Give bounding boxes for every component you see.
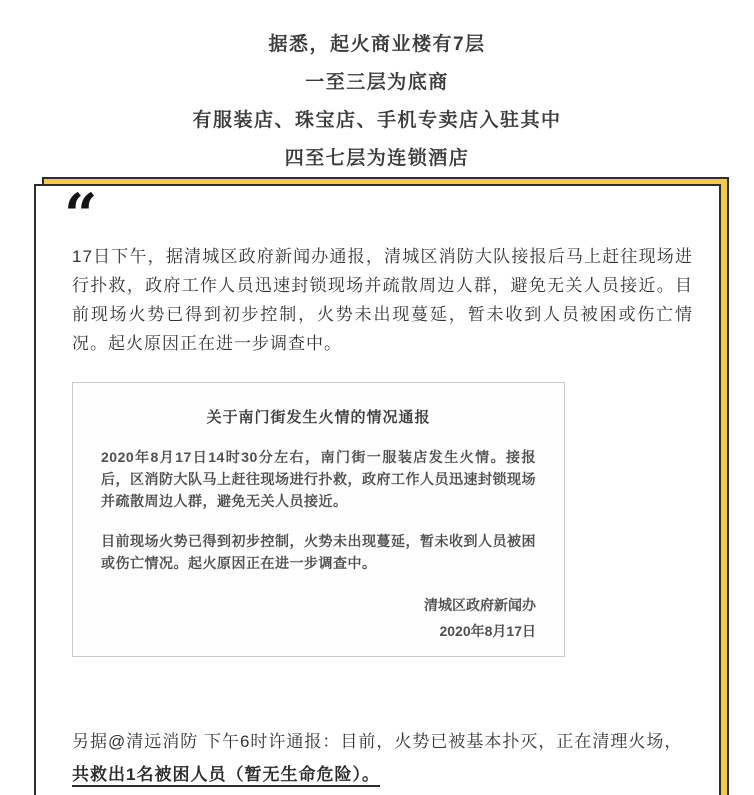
quote-card [34, 181, 721, 795]
headline-block [0, 0, 754, 178]
quote-card-zone [34, 181, 729, 795]
headline-line: 四至七层为连锁酒店 [284, 148, 470, 169]
update-paragraph [72, 725, 693, 791]
notice-paragraph: 目前现场火势已得到初步控制，火势未出现蔓延，暂未收到人员被困或伤亡情况。起火原因正在进一步调查中。 [101, 533, 536, 571]
notice-image[interactable] [72, 382, 565, 657]
notice-date: 2020年8月17日 [439, 623, 536, 639]
update-text: 另据@清远消防 下午6时许通报：目前，火势已被基本扑灭，正在清理火场， [72, 732, 683, 751]
headline-line: 有服装店、珠宝店、手机专卖店入驻其中 [192, 110, 562, 131]
notice-paragraph: 2020年8月17日14时30分左右，南门街一服装店发生火情。接报后，区消防大队马上赶往现场进行扑救，政府工作人员迅速封锁现场并疏散周边人群，避免无关人员接近。 [101, 449, 536, 509]
notice-title: 关于南门街发生火情的情况通报 [206, 409, 431, 426]
quote-paragraph: 17日下午，据清城区政府新闻办通报，清城区消防大队接报后马上赶往现场进行扑救，政府工作人员迅速封锁现场并疏散周边人群，避免无关人员接近。目前现场火势已得到初步控制，火势未出现蔓延，暂未收到人员被困或伤亡情况。起火原因正在进一步调查中。 [72, 247, 693, 353]
headline-line: 一至三层为底商 [305, 72, 449, 93]
quote-mark-icon: “ [64, 181, 92, 249]
notice-signer: 清城区政府新闻办 [424, 597, 536, 613]
update-emphasis-text: 共救出1名被困人员（暂无生命危险）。 [72, 765, 380, 784]
headline-line: 据悉，起火商业楼有7层 [268, 34, 486, 55]
